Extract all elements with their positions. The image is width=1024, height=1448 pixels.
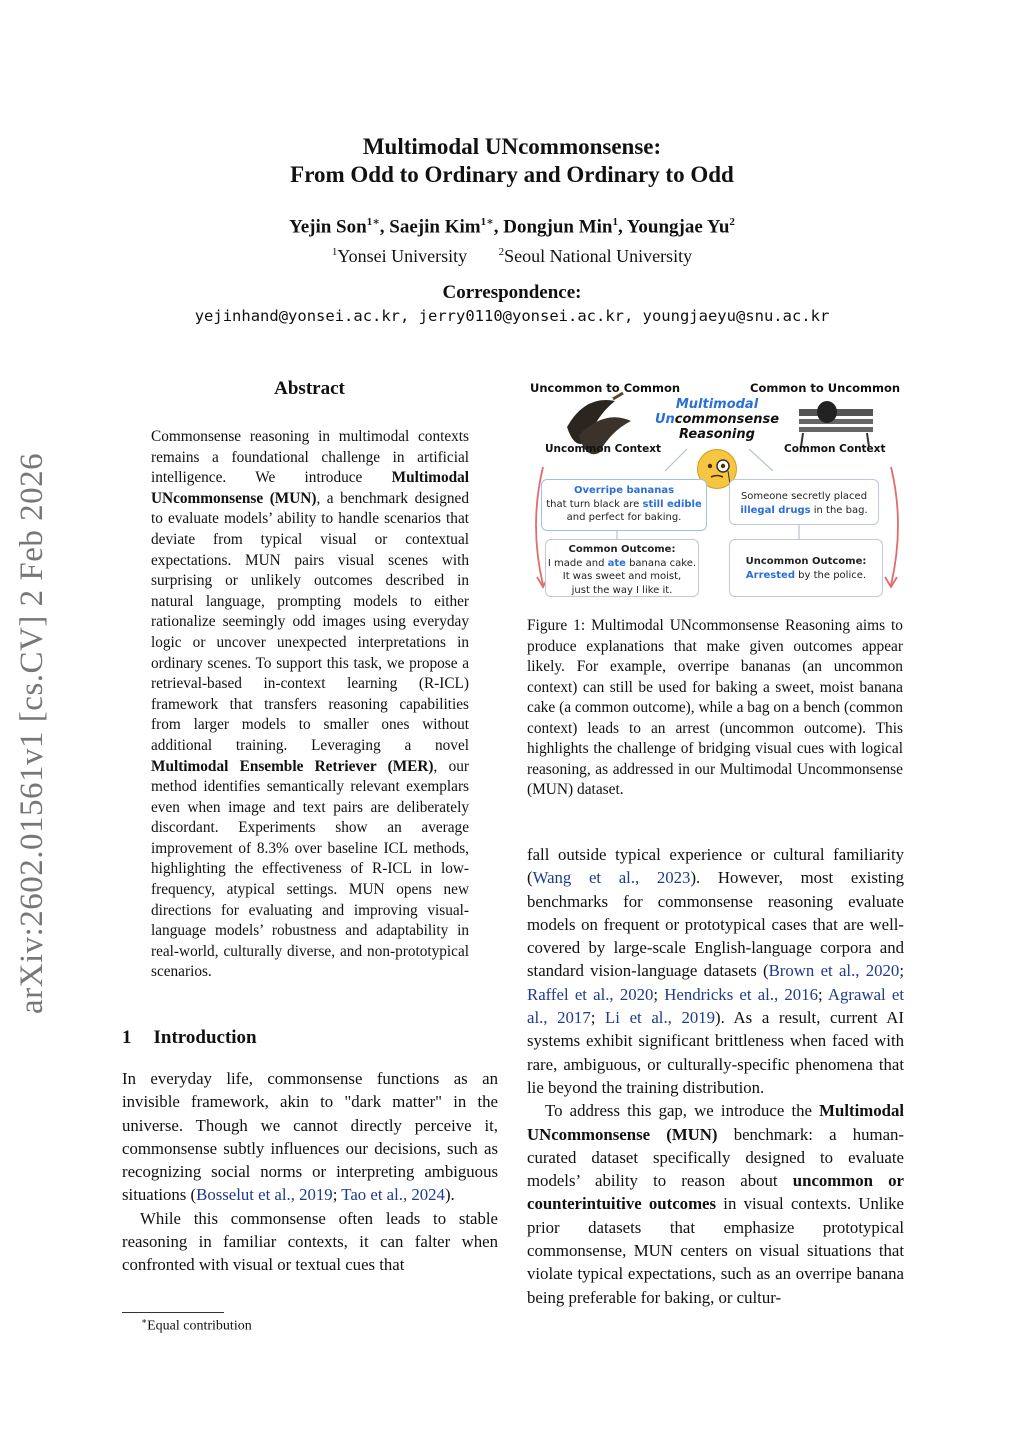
author-name: Youngjae Yu: [626, 216, 730, 238]
correspondence-emails[interactable]: yejinhand@yonsei.ac.kr, jerry0110@yonsei.ac.kr, youngjaeyu@snu.ac.kr: [194, 307, 830, 325]
author-affil-mark: 1∗: [366, 216, 380, 228]
affiliations: $^1$Yonsei University $^2$Seoul National University: [331, 246, 693, 266]
author-name: Saejin Kim: [389, 216, 481, 238]
author-affil-mark: 2: [729, 216, 735, 228]
right-paragraph-1: fall outside typical experience or cultural familiarity (Wang et al., 2023). However, most existing benchmarks for commonsense reasoning evaluate models on frequent or prototypical cases that are well-covered by large-scale English-language corpora and standard vision-language datasets (Brown et al., 2020; Raffel et al., 2020; Hendricks et al., 2016; Agrawal et al., 2017; Li et al., 2019). As a result, current AI systems exhibit significant brittleness when faced with rare, ambiguous, or culturally-specific phenomena that lie beyond the training distribution.: [527, 845, 905, 1097]
paper-title: [0, 133, 1024, 189]
intro-paragraph-2: While this commonsense often leads to stable reasoning in familiar contexts, it can falter when confronted with visual or textual cues that: [122, 1208, 498, 1275]
title-line-2: From Odd to Ordinary and Ordinary to Odd: [290, 162, 734, 187]
affiliation-snu: Seoul National University: [504, 246, 693, 266]
uncommon-context-label: Uncommon Context: [545, 443, 661, 455]
right-header: Common to Uncommon: [750, 381, 901, 395]
common-context-label: Common Context: [784, 443, 886, 455]
citation-link[interactable]: Hendricks et al., 2016: [664, 984, 818, 1004]
arxiv-identifier: arXiv:2602.01561v1 [cs.CV] 2 Feb 2026: [14, 452, 50, 1014]
abstract-body: Commonsense reasoning in multimodal contexts remains a foundational challenge in artificial intelligence. We introduce Multimodal UNcommonsense (MUN), a benchmark designed to evaluate models’ ability to handle scenarios that deviate from typical visual or contextual expectations. MUN pairs visual scenes with surprising or unlikely outcomes described in natural language, prompting models to either rationalize seemingly odd images using everyday logic or uncover unexpected interpretations in ordinary scenes. To support this task, we propose a retrieval-based in-context learning (R-ICL) framework that transfers reasoning capabilities from larger models to smaller ones without additional training. Leveraging a novel Multimodal Ensemble Retriever (MER), our method identifies semantically relevant exemplars even when image and text pairs are deliberately discordant. Experiments show an average improvement of 8.3% over baseline ICL methods, highlighting the effectiveness of R-ICL in low-frequency, atypical settings. MUN opens new directions for evaluating and improving visual-language models’ robustness and adaptability in real-world, culturally diverse, and non-prototypical scenarios.: [151, 428, 469, 981]
right-column-text: [527, 843, 904, 1309]
right-paragraph-2: To address this gap, we introduce the Multimodal UNcommonsense (MUN) benchmark: a human-curated dataset specifically designed to evaluate models’ ability to reason about uncommon or counterintuitive outcomes in visual contexts. Unlike prior datasets that emphasize prototypical commonsense, MUN centers on visual situations that violate typical expectations, such as an overripe banana being preferable for baking, or cultur-: [527, 1101, 904, 1307]
bench-image: [799, 401, 873, 447]
uncommon-outcome-box: Uncommon Outcome: Arrested by the police.: [729, 539, 883, 597]
title-line-1: Multimodal UNcommonsense:: [362, 134, 662, 159]
left-header: Uncommon to Common: [530, 381, 681, 395]
footnote: ∗Equal contribution: [141, 1316, 252, 1334]
author-name: Yejin Son: [289, 216, 367, 238]
flow-arrow-right: [885, 467, 898, 587]
affiliation-yonsei: Yonsei University: [337, 246, 468, 266]
citation-link[interactable]: Wang et al., 2023: [532, 868, 691, 888]
intro-paragraph-1: In everyday life, commonsense functions as an invisible framework, akin to "dark matter" in the universe. Though we cannot directly perceive it, commonsense subtly influences our decisions, such as recognizing social norms or interpreting ambiguous situations (Bosselut et al., 2019; Tao et al., 2024).: [122, 1069, 498, 1205]
uncommon-context-box: Overripe bananas that turn black are still edible and perfect for baking.: [541, 479, 707, 531]
common-context-box: Someone secretly placed illegal drugs in the bag.: [729, 479, 879, 525]
introduction-text: [122, 1067, 498, 1277]
citation-link[interactable]: Brown et al., 2020: [768, 961, 900, 981]
section-heading-introduction: 1 Introduction: [122, 1027, 257, 1048]
footnote-divider: [122, 1312, 224, 1313]
mun-reasoning-label: Multimodal Uncommonsense Reasoning: [654, 397, 780, 442]
citation-link[interactable]: Tao et al., 2024: [341, 1185, 445, 1205]
author-affil-mark: 1: [612, 216, 618, 228]
citation-link[interactable]: Agrawal et al., 2017: [527, 984, 905, 1028]
author-affil-mark: 1∗: [480, 216, 494, 228]
figure-1: [527, 375, 907, 605]
citation-link[interactable]: Bosselut et al., 2019: [196, 1185, 333, 1205]
citation-link[interactable]: Li et al., 2019: [605, 1008, 716, 1028]
correspondence-heading: Correspondence:: [442, 282, 582, 303]
author-list: Yejin Son$^{1∗}$, Saejin Kim$^{1∗}$, Dongjun Min$^1$, Youngjae Yu$^2$: [289, 216, 735, 238]
abstract-heading: Abstract: [274, 378, 345, 399]
figure-1-caption: Figure 1: Multimodal UNcommonsense Reasoning aims to produce explanations that make given outcomes appear likely. For example, overripe bananas (an uncommon context) can still be used for baking a sweet, moist banana cake (a common outcome), while a bag on a bench (common context) leads to an arrest (uncommon outcome). This highlights the challenge of bridging visual cues with logical reasoning, as addressed in our Multimodal Uncommonsense (MUN) dataset.: [527, 617, 903, 798]
author-name: Dongjun Min: [503, 216, 613, 238]
citation-link[interactable]: Raffel et al., 2020: [527, 984, 654, 1004]
common-outcome-box: Common Outcome: I made and ate banana cake. It was sweet and moist, just the way I like it.: [545, 539, 699, 597]
